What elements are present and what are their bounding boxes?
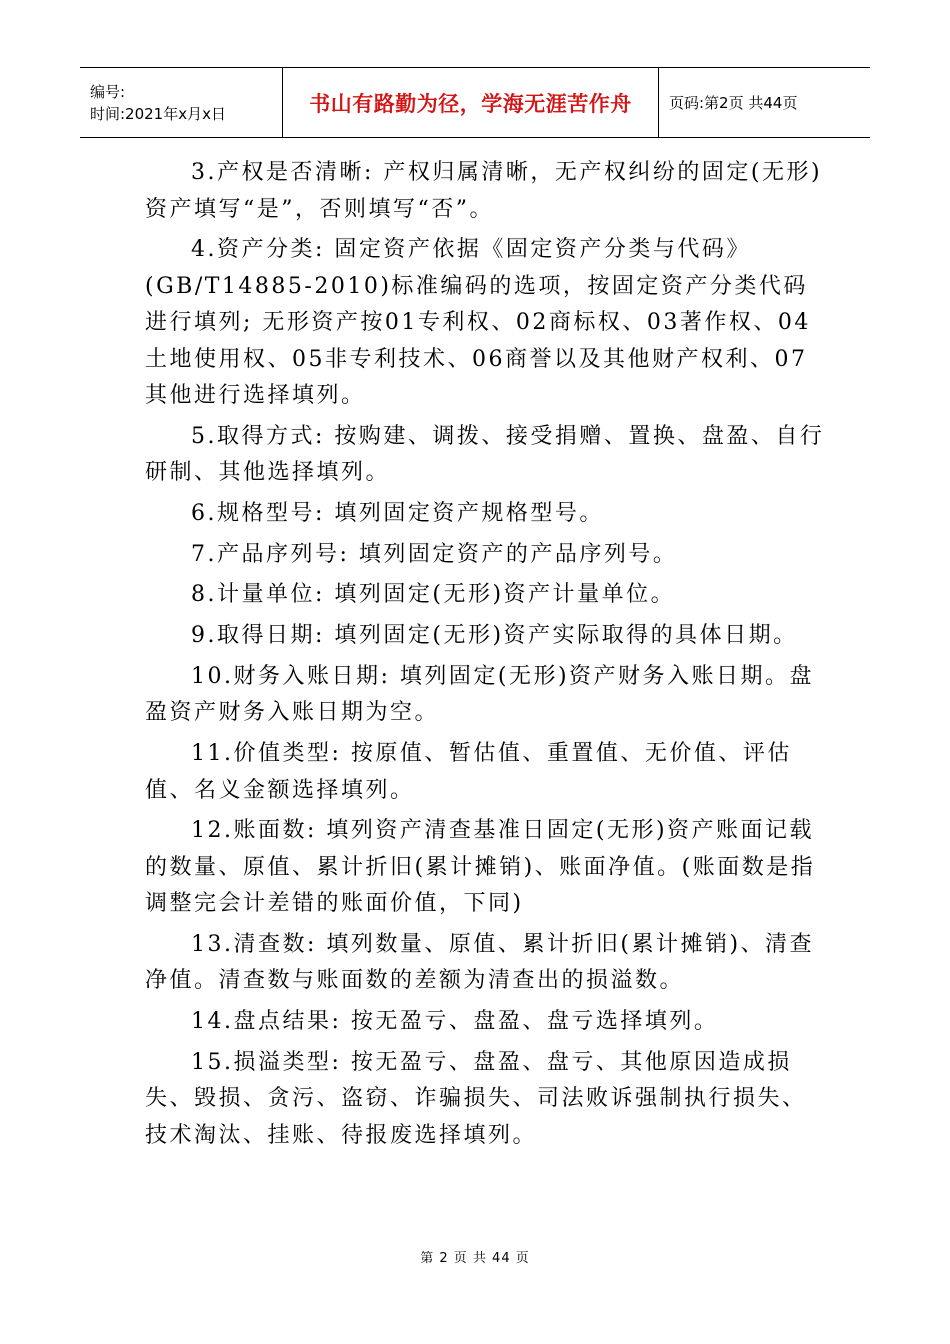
document-number-label: 编号: [90,82,126,101]
paragraph-14: 14.盘点结果: 按无盈亏、盘盈、盘亏选择填列。 [191,1009,719,1035]
paragraph-10: 10.财务入账日期: 填列固定(无形)资产财务入账日期。盘盈资产财务入账日期为空。 [145,663,815,726]
paragraph-5: 5.取得方式: 按购建、调拨、接受捐赠、置换、盘盈、自行研制、其他选择填列。 [145,423,825,486]
paragraph-12: 12.账面数: 填列资产清查基准日固定(无形)资产账面记载的数量、原值、累计折旧(累计摊销)、账面净值。(账面数是指调整完会计差错的账面价值，下同) [145,818,816,917]
paragraph-4: 4.资产分类: 固定资产依据《固定资产分类与代码》(GB/T14885-2010)标准编码的选项，按固定资产分类代码进行填列; 无形资产按01专利权、02商标权、03著作权、04土地使用权、05非专利技术、06商誉以及其他财产权利、07其他进行选择填列。 [145,237,811,409]
footer-page-number: 第 2 页 共 44 页 [420,1251,530,1266]
document-body [145,155,825,1158]
document-time-label: 时间:2021年x月x日 [90,104,226,123]
paragraph-13: 13.清查数: 填列数量、原值、累计折旧(累计摊销)、清查净值。清查数与账面数的差额为清查出的损溢数。 [145,931,815,994]
paragraph-9: 9.取得日期: 填列固定(无形)资产实际取得的具体日期。 [191,623,798,649]
header-page-info: 页码:第2页 共44页 [669,94,798,112]
paragraph-6: 6.规格型号: 填列固定资产规格型号。 [191,501,604,527]
paragraph-11: 11.价值类型: 按原值、暂估值、重置值、无价值、评估值、名义金额选择填列。 [145,741,792,803]
paragraph-8: 8.计量单位: 填列固定(无形)资产计量单位。 [191,582,676,608]
paragraph-7: 7.产品序列号: 填列固定资产的产品序列号。 [191,541,678,567]
page-footer [0,1247,950,1266]
header-motto-cell [283,68,659,137]
header-left-cell [80,68,283,137]
paragraph-3: 3.产权是否清晰: 产权归属清晰，无产权纠纷的固定(无形)资产填写“是”，否则填写“否”。 [145,160,823,222]
header-motto: 书山有路勤为径，学海无涯苦作舟 [309,91,632,116]
page-header [80,67,870,138]
header-page-cell [659,68,870,137]
paragraph-15: 15.损溢类型: 按无盈亏、盘盈、盘亏、其他原因造成损失、毁损、贪污、盗窃、诈骗损失、司法败诉强制执行损失、技术淘汰、挂账、待报废选择填列。 [145,1049,807,1148]
